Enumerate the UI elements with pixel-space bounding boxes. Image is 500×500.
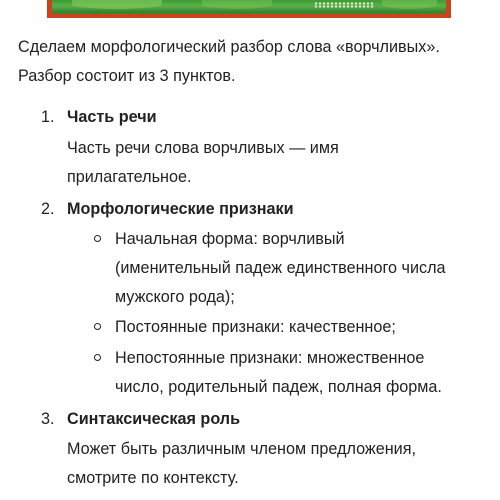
section-title: Часть речи bbox=[67, 108, 157, 126]
list-bullet bbox=[94, 354, 101, 361]
intro-text bbox=[18, 33, 488, 91]
section-body-line: прилагательное. bbox=[67, 168, 192, 186]
intro-line: Разбор состоит из 3 пунктов. bbox=[18, 67, 236, 85]
header-image-leaves bbox=[52, 0, 446, 13]
list-item-line: мужского рода); bbox=[115, 288, 235, 306]
list-bullet bbox=[94, 323, 101, 330]
section-body-line: Может быть различным членом предложения, bbox=[67, 440, 416, 458]
intro-line: Сделаем морфологический разбор слова «ворчливых». bbox=[18, 38, 440, 56]
list-item-line: Непостоянные признаки: множественное bbox=[115, 349, 425, 367]
section-body-line: смотрите по контексту. bbox=[67, 469, 239, 487]
list-item-line: (именительный падеж единственного числа bbox=[115, 259, 446, 277]
leaf-shape bbox=[202, 0, 272, 9]
header-image bbox=[47, 0, 451, 18]
section-number: 2. bbox=[41, 200, 55, 218]
list-item-line: Начальная форма: ворчливый bbox=[115, 230, 345, 248]
list-item bbox=[115, 225, 495, 312]
section-title: Морфологические признаки bbox=[67, 200, 294, 218]
flower-dots bbox=[314, 2, 374, 8]
leaf-shape bbox=[72, 0, 162, 9]
section-body bbox=[67, 134, 487, 192]
leaf-shape bbox=[382, 0, 437, 9]
section-title: Синтаксическая роль bbox=[67, 410, 241, 428]
section-number: 3. bbox=[41, 410, 55, 428]
list-item bbox=[115, 344, 495, 402]
section-body-line: Часть речи слова ворчливых — имя bbox=[67, 139, 339, 157]
list-bullet bbox=[94, 235, 101, 242]
list-item bbox=[115, 313, 495, 342]
section-body bbox=[67, 435, 487, 493]
list-item-line: число, родительный падеж, полная форма. bbox=[115, 378, 442, 396]
list-item-line: Постоянные признаки: качественное; bbox=[115, 318, 396, 336]
section-number: 1. bbox=[41, 108, 55, 126]
